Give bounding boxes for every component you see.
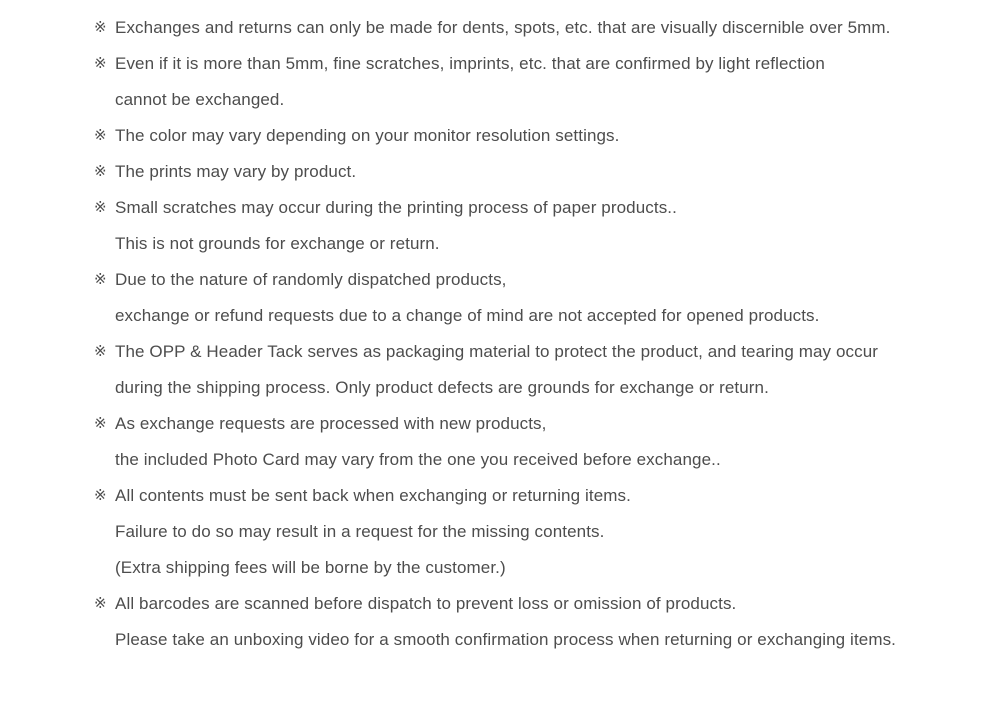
note-item xyxy=(94,46,996,118)
note-line: Even if it is more than 5mm, fine scratches, imprints, etc. that are confirmed by light reflection xyxy=(115,54,825,73)
note-line: Please take an unboxing video for a smooth confirmation process when returning or exchanging items. xyxy=(115,630,897,649)
reference-mark: ※ xyxy=(94,163,107,180)
reference-mark: ※ xyxy=(94,271,107,288)
note-line: The OPP & Header Tack serves as packaging material to protect the product, and tearing may occur xyxy=(115,342,879,361)
note-line: the included Photo Card may vary from the one you received before exchange.. xyxy=(115,450,721,469)
note-line: All barcodes are scanned before dispatch to prevent loss or omission of products. xyxy=(115,594,737,613)
note-item xyxy=(94,190,996,262)
reference-mark: ※ xyxy=(94,595,107,612)
note-item xyxy=(94,154,996,190)
note-line: This is not grounds for exchange or return. xyxy=(115,234,440,253)
note-line: Small scratches may occur during the printing process of paper products.. xyxy=(115,198,677,217)
note-line: The color may vary depending on your monitor resolution settings. xyxy=(115,126,620,145)
reference-mark: ※ xyxy=(94,55,107,72)
note-line: As exchange requests are processed with new products, xyxy=(115,414,547,433)
policy-notes-list xyxy=(94,10,996,658)
note-line: The prints may vary by product. xyxy=(115,162,357,181)
note-line: during the shipping process. Only product defects are grounds for exchange or return. xyxy=(115,378,769,397)
note-line: Exchanges and returns can only be made for dents, spots, etc. that are visually discernible over 5mm. xyxy=(115,18,891,37)
note-item xyxy=(94,478,996,586)
reference-mark: ※ xyxy=(94,343,107,360)
note-line: cannot be exchanged. xyxy=(115,90,285,109)
note-line: (Extra shipping fees will be borne by the customer.) xyxy=(115,558,506,577)
reference-mark: ※ xyxy=(94,127,107,144)
note-line: Due to the nature of randomly dispatched products, xyxy=(115,270,507,289)
note-item xyxy=(94,406,996,478)
note-item xyxy=(94,10,996,46)
reference-mark: ※ xyxy=(94,199,107,216)
note-item xyxy=(94,262,996,334)
note-line: exchange or refund requests due to a change of mind are not accepted for opened products. xyxy=(115,306,820,325)
reference-mark: ※ xyxy=(94,487,107,504)
note-item xyxy=(94,118,996,154)
reference-mark: ※ xyxy=(94,19,107,36)
note-line: Failure to do so may result in a request for the missing contents. xyxy=(115,522,605,541)
reference-mark: ※ xyxy=(94,415,107,432)
note-line: All contents must be sent back when exchanging or returning items. xyxy=(115,486,631,505)
note-item xyxy=(94,586,996,658)
note-item xyxy=(94,334,996,406)
